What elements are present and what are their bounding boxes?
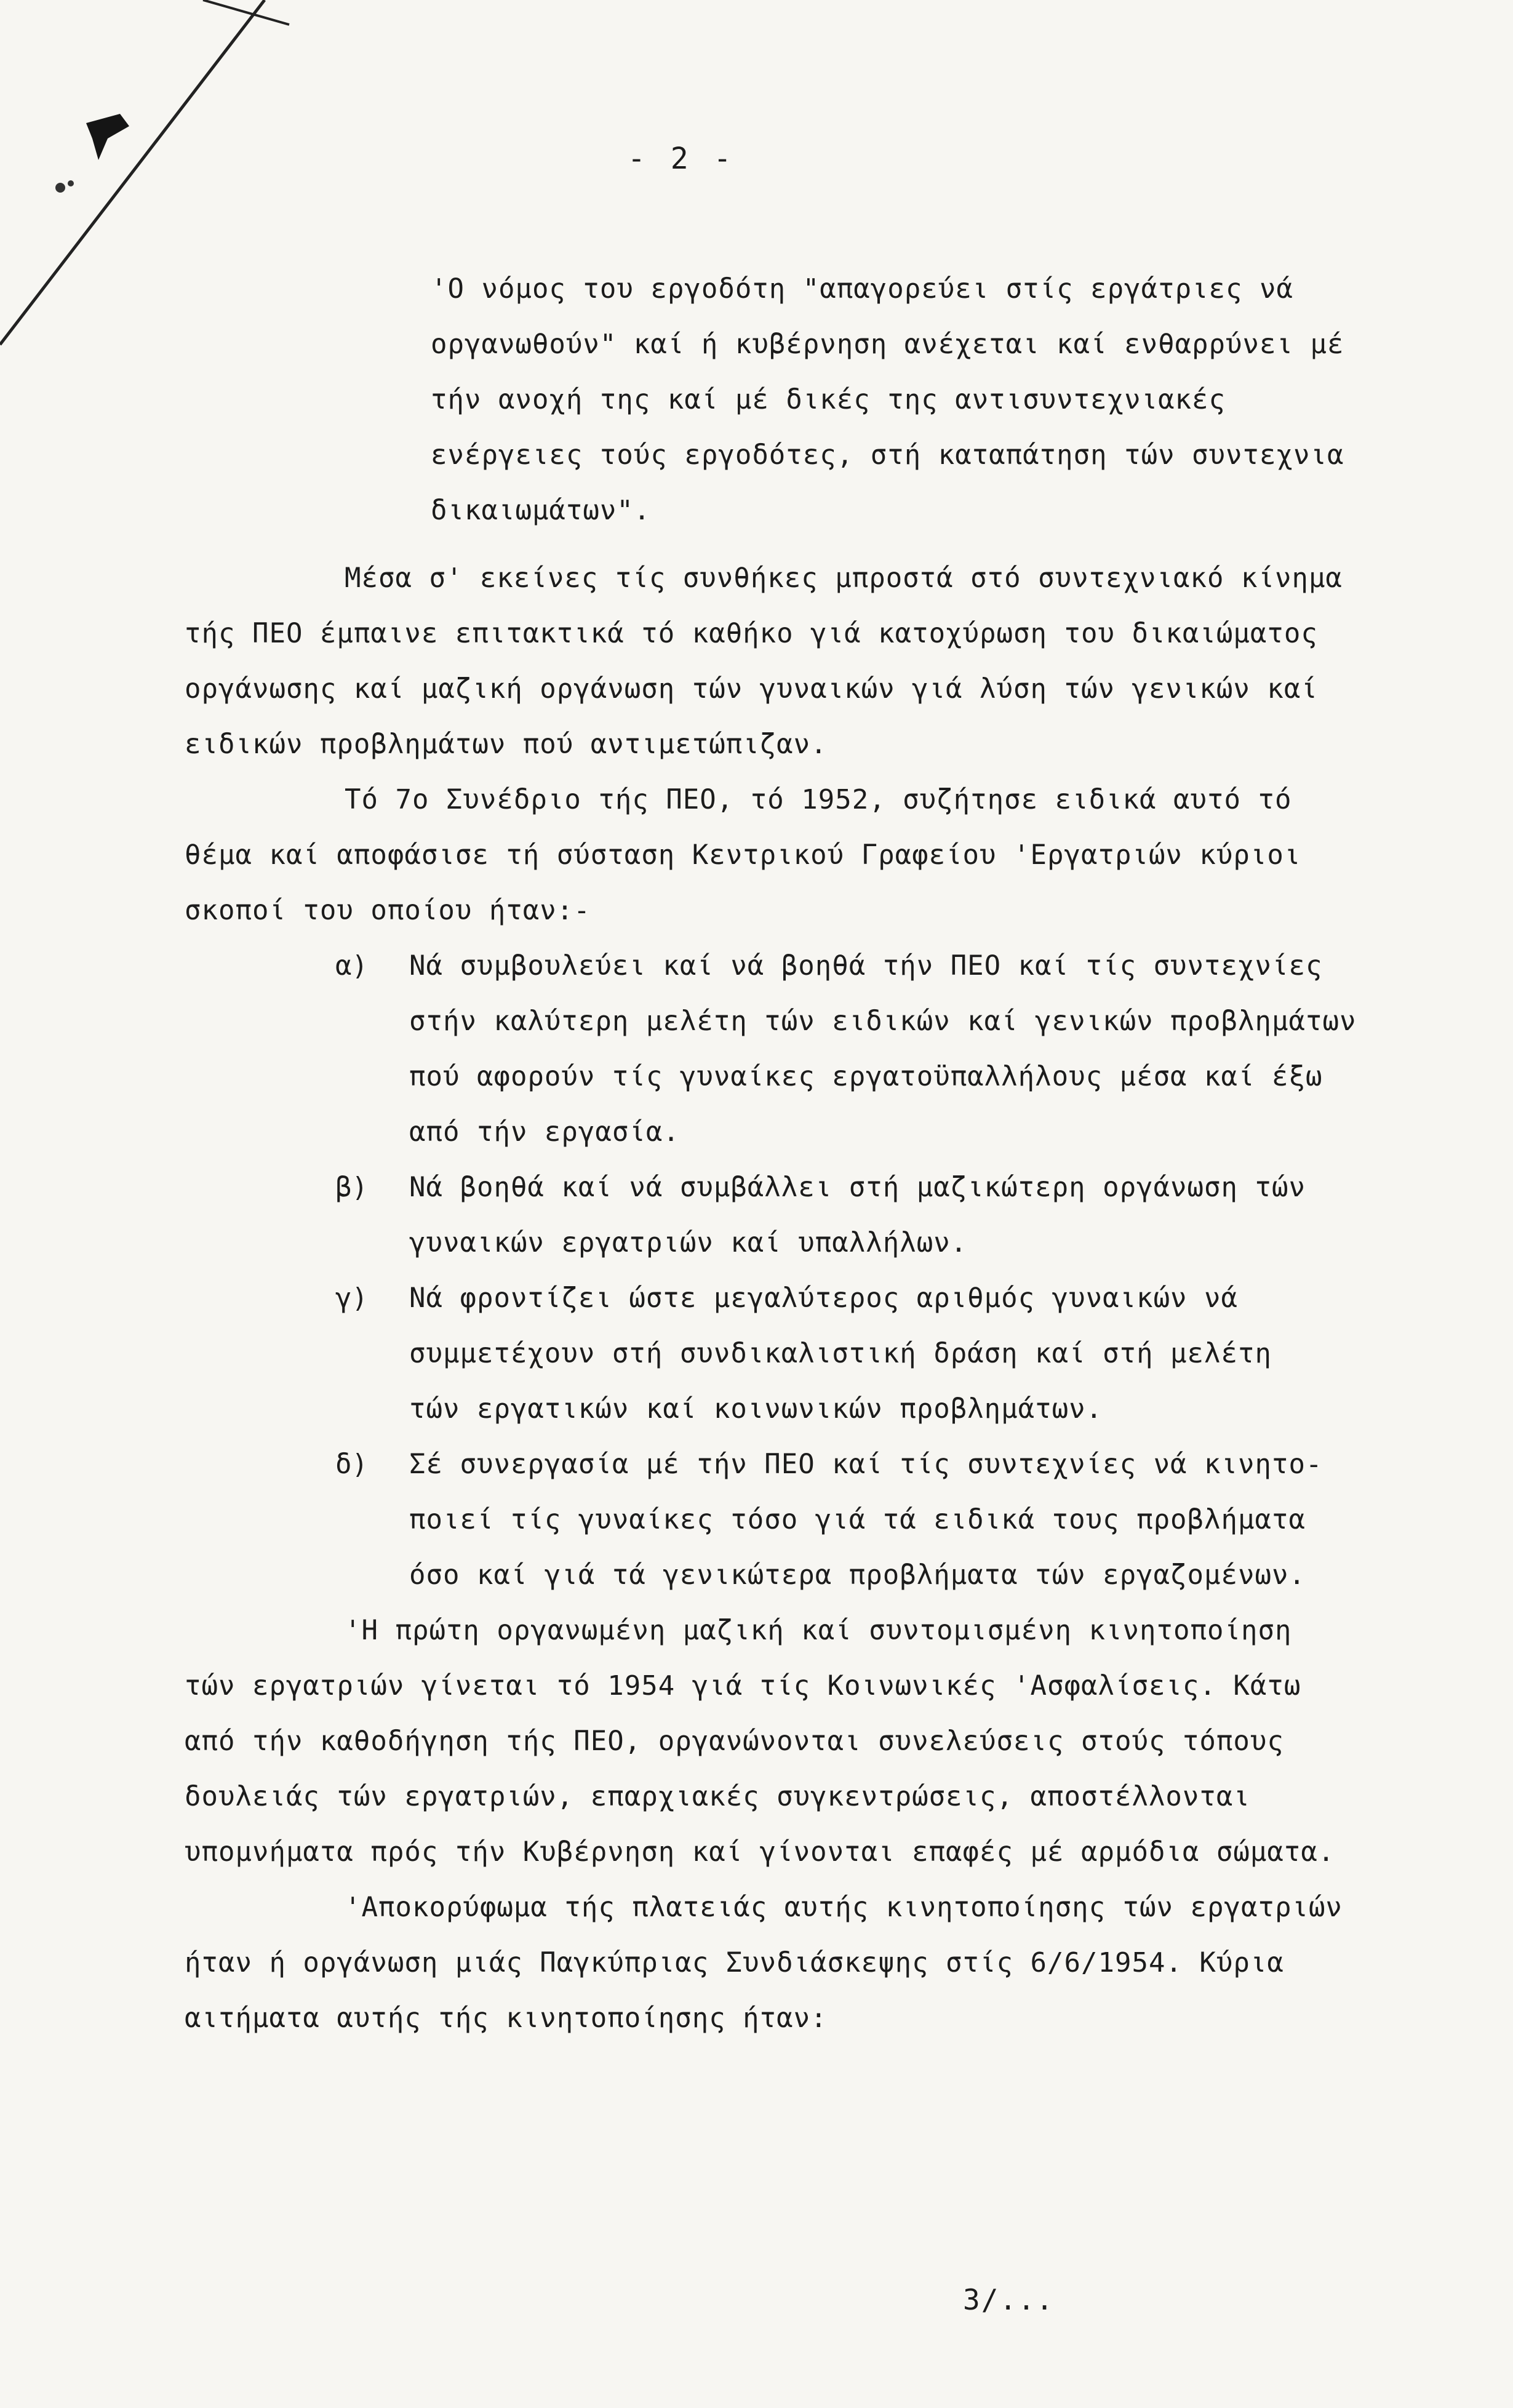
quote-line: 'Ο νόμος του εργοδότη "απαγορεύει στίς εργάτριες νά [431,273,1294,305]
quote-line: οργανωθούν" καί ή κυβέρνηση ανέχεται καί ενθαρρύνει μέ [431,329,1344,360]
paragraph-line: Τό 7ο Συνέδριο τής ΠΕΟ, τό 1952, συζήτησε ειδικά αυτό τό [345,784,1292,815]
paragraph-line: τών εργατριών γίνεται τό 1954 γιά τίς Κοινωνικές 'Ασφαλίσεις. Κάτω [185,1670,1301,1702]
paragraph-line: ήταν ή οργάνωση μιάς Παγκύπριας Συνδιάσκεψης στίς 6/6/1954. Κύρια [185,1947,1284,1978]
quote-line: δικαιωμάτων". [431,495,651,526]
page-number: - 2 - [628,142,735,176]
paragraph-line: Μέσα σ' εκείνες τίς συνθήκες μπροστά στό συντεχνιακό κίνημα [345,562,1343,594]
paragraph-line: από τήν καθοδήγηση τής ΠΕΟ, οργανώνονται συνελεύσεις στούς τόπους [185,1726,1284,1757]
ink-blot [86,114,129,160]
ink-speck [68,180,74,186]
edge-scratch-line [0,0,265,345]
list-item-line: όσο καί γιά τά γενικώτερα προβλήματα τών εργαζομένων. [409,1559,1306,1591]
list-item-line: Σέ συνεργασία μέ τήν ΠΕΟ καί τίς συντεχνίες νά κινητο- [409,1449,1323,1480]
paragraph-line: τής ΠΕΟ έμπαινε επιτακτικά τό καθήκο γιά κατοχύρωση του δικαιώματος [185,618,1318,649]
list-item-line: από τήν εργασία. [409,1116,680,1148]
quote-line: τήν ανοχή της καί μέ δικές της αντισυντεχνιακές [431,384,1226,415]
continuation-marker: 3/... [963,2283,1055,2316]
list-item-label: δ) [335,1449,368,1480]
paragraph-line: υπομνήματα πρός τήν Κυβέρνηση καί γίνονται επαφές μέ αρμόδια σώματα. [185,1836,1335,1868]
list-item-line: πού αφορούν τίς γυναίκες εργατοϋπαλλήλους μέσα καί έξω [409,1061,1323,1092]
list-item-label: γ) [335,1282,368,1314]
paragraph-line: 'Αποκορύφωμα τής πλατειάς αυτής κινητοποίησης τών εργατριών [345,1892,1343,1923]
paragraph-line: θέμα καί αποφάσισε τή σύσταση Κεντρικού Γραφείου 'Εργατριών κύριοι [185,839,1301,871]
list-item-line: Νά φροντίζει ώστε μεγαλύτερος αριθμός γυναικών νά [409,1282,1239,1314]
list-item-label: α) [335,950,368,982]
list-item-line: συμμετέχουν στή συνδικαλιστική δράση καί στή μελέτη [409,1338,1272,1369]
edge-scratch-line-2 [203,0,289,25]
list-item-line: ποιεί τίς γυναίκες τόσο γιά τά ειδικά τους προβλήματα [409,1504,1306,1535]
paragraph-line: δουλειάς τών εργατριών, επαρχιακές συγκεντρώσεις, αποστέλλονται [185,1781,1250,1812]
ink-speck [55,183,65,193]
paragraph-line: οργάνωσης καί μαζική οργάνωση τών γυναικών γιά λύση τών γενικών καί [185,673,1318,705]
paragraph-line: 'Η πρώτη οργανωμένη μαζική καί συντομισμένη κινητοποίηση [345,1615,1292,1646]
paragraph-line: ειδικών προβλημάτων πού αντιμετώπιζαν. [185,729,828,760]
quote-line: ενέργειες τούς εργοδότες, στή καταπάτηση τών συντεχνια [431,439,1344,471]
list-item-label: β) [335,1172,368,1203]
list-item-line: γυναικών εργατριών καί υπαλλήλων. [409,1227,968,1258]
paragraph-line: σκοποί του οποίου ήταν:- [185,895,591,926]
list-item-line: στήν καλύτερη μελέτη τών ειδικών καί γενικών προβλημάτων [409,1006,1357,1037]
list-item-line: τών εργατικών καί κοινωνικών προβλημάτων. [409,1393,1103,1425]
list-item-line: Νά συμβουλεύει καί νά βοηθά τήν ΠΕΟ καί τίς συντεχνίες [409,950,1323,982]
paragraph-line: αιτήματα αυτής τής κινητοποίησης ήταν: [185,2002,828,2034]
list-item-line: Νά βοηθά καί νά συμβάλλει στή μαζικώτερη οργάνωση τών [409,1172,1306,1203]
